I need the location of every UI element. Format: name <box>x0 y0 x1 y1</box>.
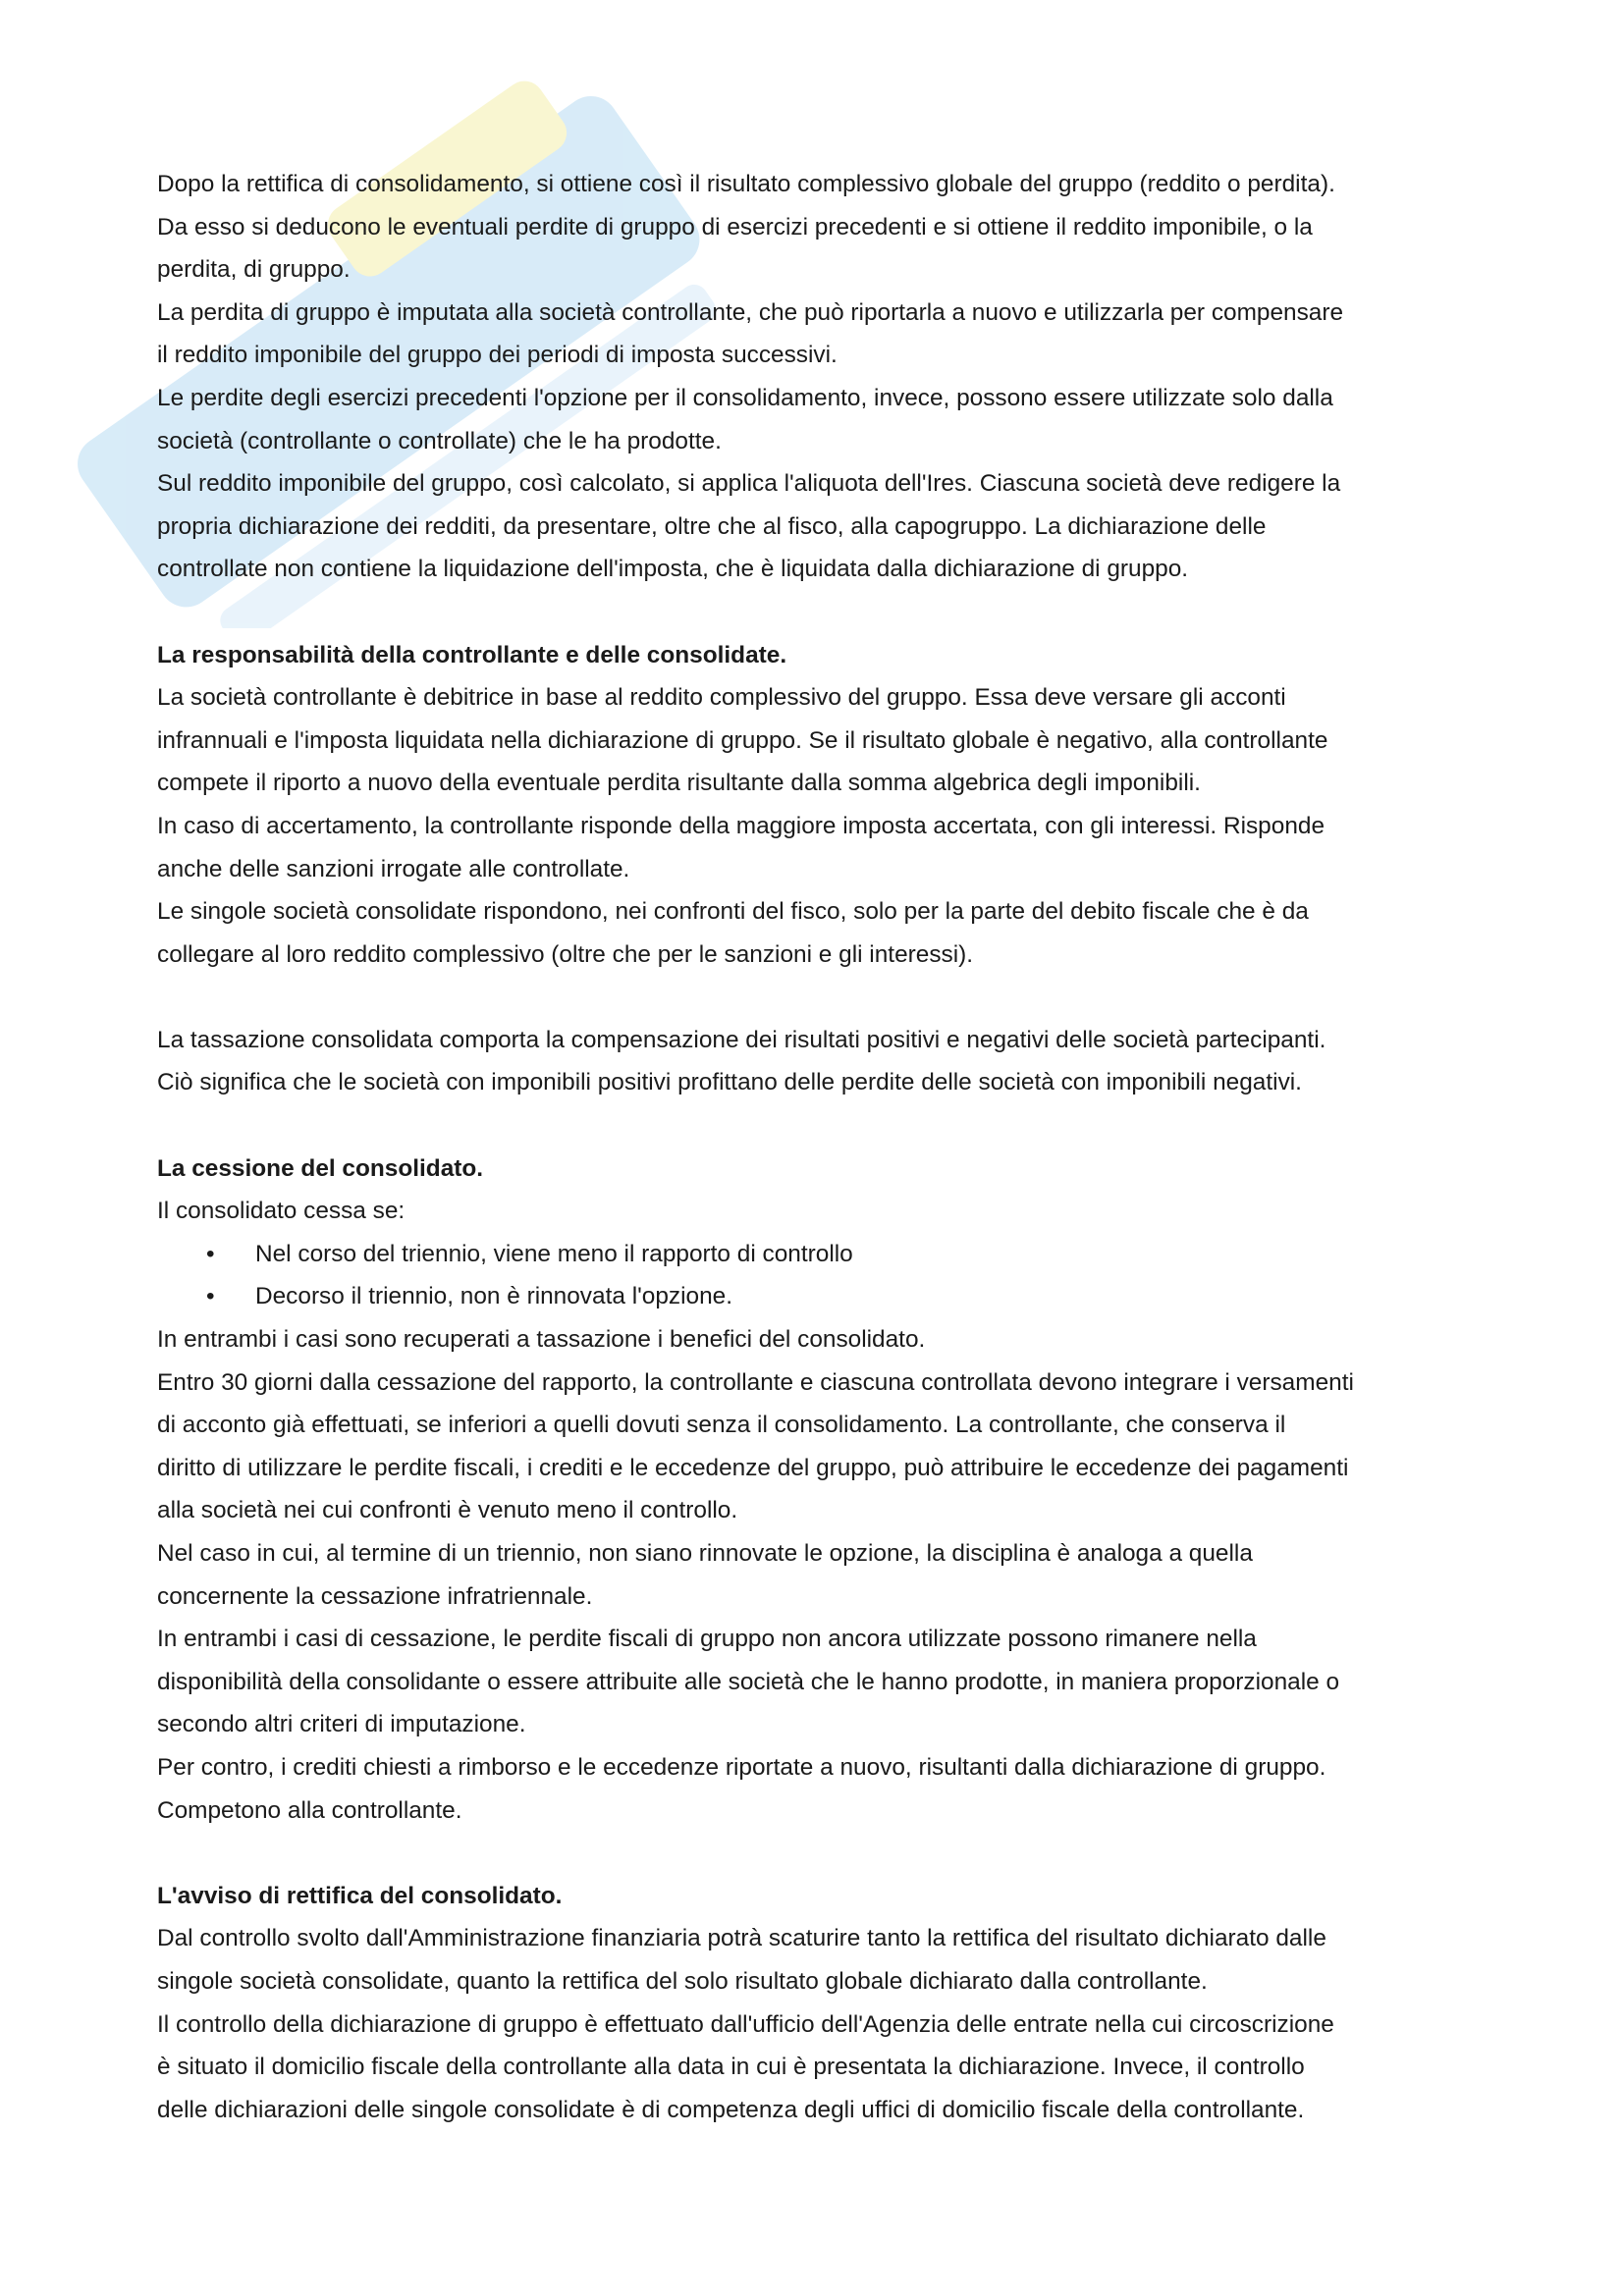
paragraph-line: In entrambi i casi sono recuperati a tassazione i benefici del consolidato. <box>157 1326 926 1354</box>
paragraph-line: Da esso si deducono le eventuali perdite di gruppo di esercizi precedenti e si ottiene il reddito imponibile, o la <box>157 213 1313 240</box>
paragraph-line: alla società nei cui confronti è venuto meno il controllo. <box>157 1497 738 1524</box>
paragraph-line: concernente la cessazione infratriennale. <box>157 1582 593 1610</box>
section-rectification-notice <box>157 1875 1492 2132</box>
paragraph-line: singole società consolidate, quanto la rettifica del solo risultato globale dichiarato dalla controllante. <box>157 1967 1208 1995</box>
paragraph-line: In entrambi i casi di cessazione, le perdite fiscali di gruppo non ancora utilizzate possono rimanere nella <box>157 1626 1257 1653</box>
bullet-list <box>157 1233 1492 1318</box>
bullet-item: • Decorso il triennio, non è rinnovata l'opzione. <box>157 1275 1492 1318</box>
paragraph-line: La perdita di gruppo è imputata alla società controllante, che può riportarla a nuovo e utilizzarla per compensare <box>157 298 1344 326</box>
paragraph-line: di acconto già effettuati, se inferiori a quelli dovuti senza il consolidamento. La controllante, che conserva il <box>157 1412 1286 1439</box>
section-heading: La responsabilità della controllante e delle consolidate. <box>157 641 787 668</box>
paragraph-line: Competono alla controllante. <box>157 1796 462 1824</box>
paragraph-line: Dal controllo svolto dall'Amministrazione finanziaria potrà scaturire tanto la rettifica del risultato dichiarato dalle <box>157 1925 1326 1952</box>
paragraph-line: secondo altri criteri di imputazione. <box>157 1711 526 1738</box>
paragraph-line: disponibilità della consolidante o essere attribuite alle società che le hanno prodotte, in maniera proporzionale o <box>157 1668 1340 1695</box>
paragraph-line: diritto di utilizzare le perdite fiscali, i crediti e le eccedenze del gruppo, può attribuire le eccedenze dei pagamenti <box>157 1454 1349 1481</box>
paragraph-line: Ciò significa che le società con imponibili positivi profittano delle perdite delle società con imponibili negativi. <box>157 1069 1302 1096</box>
paragraph-line: Entro 30 giorni dalla cessazione del rapporto, la controllante e ciascuna controllata devono integrare i versamenti <box>157 1368 1354 1396</box>
paragraph-line: delle dichiarazioni delle singole consolidate è di competenza degli uffici di domicilio fiscale della controllante. <box>157 2096 1305 2123</box>
bullet-item: • Nel corso del triennio, viene meno il rapporto di controllo <box>157 1233 1492 1276</box>
paragraph-gap <box>157 976 1492 1019</box>
paragraph-line: Le perdite degli esercizi precedenti l'opzione per il consolidamento, invece, possono essere utilizzate solo dalla <box>157 384 1333 411</box>
paragraph-line: propria dichiarazione dei redditi, da presentare, oltre che al fisco, alla capogruppo. La dichiarazione delle <box>157 512 1267 540</box>
section-consolidation-result <box>157 163 1492 591</box>
section-heading: L'avviso di rettifica del consolidato. <box>157 1882 563 1909</box>
paragraph-line: è situato il domicilio fiscale della controllante alla data in cui è presentata la dichiarazione. Invece, il controllo <box>157 2054 1305 2081</box>
paragraph-line: Per contro, i crediti chiesti a rimborso e le eccedenze riportate a nuovo, risultanti dalla dichiarazione di gruppo. <box>157 1753 1326 1781</box>
paragraph-line: Le singole società consolidate rispondono, nei confronti del fisco, solo per la parte del debito fiscale che è da <box>157 898 1309 926</box>
section-consolidated-taxation <box>157 1019 1492 1104</box>
paragraph-line: La società controllante è debitrice in base al reddito complessivo del gruppo. Essa deve versare gli acconti <box>157 684 1286 712</box>
paragraph-line: Il consolidato cessa se: <box>157 1198 406 1225</box>
section-responsibility <box>157 634 1492 977</box>
paragraph-line: perdita, di gruppo. <box>157 256 351 284</box>
paragraph-gap <box>157 1104 1492 1148</box>
document-body <box>157 163 1492 2131</box>
section-termination <box>157 1148 1492 1833</box>
section-heading: La cessione del consolidato. <box>157 1154 484 1182</box>
paragraph-line: controllate non contiene la liquidazione dell'imposta, che è liquidata dalla dichiarazione di gruppo. <box>157 556 1189 583</box>
paragraph-line: In caso di accertamento, la controllante risponde della maggiore imposta accertata, con gli interessi. Risponde <box>157 812 1325 839</box>
paragraph-line: Il controllo della dichiarazione di gruppo è effettuato dall'ufficio dell'Agenzia delle entrate nella cui circoscrizione <box>157 2010 1334 2038</box>
paragraph-line: compete il riporto a nuovo della eventuale perdita risultante dalla somma algebrica degli imponibili. <box>157 770 1201 797</box>
paragraph-line: anche delle sanzioni irrogate alle controllate. <box>157 855 630 882</box>
paragraph-line: La tassazione consolidata comporta la compensazione dei risultati positivi e negativi delle società partecipanti. <box>157 1026 1326 1053</box>
paragraph-line: il reddito imponibile del gruppo dei periodi di imposta successivi. <box>157 342 838 369</box>
paragraph-line: società (controllante o controllate) che le ha prodotte. <box>157 427 722 454</box>
paragraph-line: collegare al loro reddito complessivo (oltre che per le sanzioni e gli interessi). <box>157 940 974 968</box>
paragraph-line: infrannuali e l'imposta liquidata nella dichiarazione di gruppo. Se il risultato globale è negativo, alla controllante <box>157 726 1328 754</box>
paragraph-line: Nel caso in cui, al termine di un triennio, non siano rinnovate le opzione, la disciplina è analoga a quella <box>157 1540 1253 1567</box>
paragraph-gap <box>157 1832 1492 1875</box>
paragraph-line: Dopo la rettifica di consolidamento, si ottiene così il risultato complessivo globale del gruppo (reddito o perdita). <box>157 171 1335 197</box>
paragraph-line: Sul reddito imponibile del gruppo, così calcolato, si applica l'aliquota dell'Ires. Ciascuna società deve redigere la <box>157 470 1341 498</box>
paragraph-gap <box>157 591 1492 634</box>
